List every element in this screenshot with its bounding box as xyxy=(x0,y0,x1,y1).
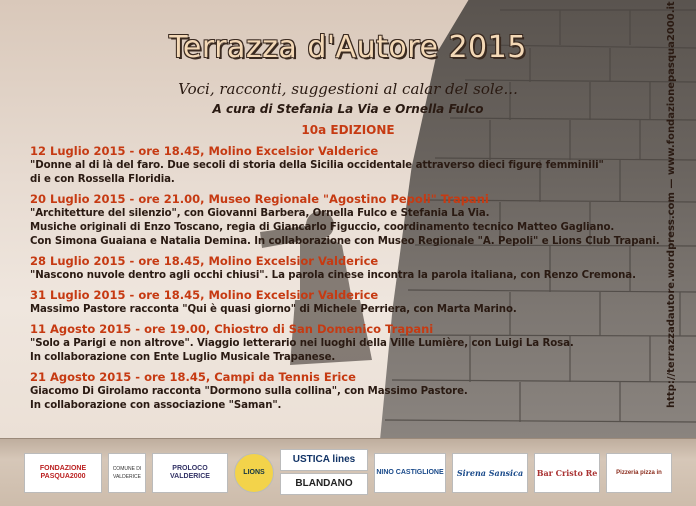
event-line: In collaborazione con Ente Luglio Musicale Trapanese. xyxy=(30,352,336,363)
subtitle: Voci, racconti, suggestioni al calar del sole... xyxy=(178,80,518,98)
sponsor-logo: FONDAZIONE PASQUA2000 xyxy=(24,453,102,493)
event-line: "Architetture del silenzio", con Giovanni Barbera, Ornella Fulco e Stefania La Via. xyxy=(30,208,490,219)
event-date-venue: 20 Luglio 2015 - ore 21.00, Museo Regionale "Agostino Pepoli" Trapani xyxy=(30,192,489,206)
edition-label: 10a EDIZIONE xyxy=(301,123,395,137)
event-line: Con Simona Guaiana e Natalia Demina. In collaborazione con Museo Regionale "A. Pepoli" e Lions Club Trapani. xyxy=(30,236,660,247)
event-line: Musiche originali di Enzo Toscano, regia di Giancarlo Figuccio, coordinamento tecnico Matteo Gagliano. xyxy=(30,222,615,233)
sponsor-logo: PROLOCO VALDERICE xyxy=(152,453,228,493)
event-item xyxy=(30,288,670,317)
event-item xyxy=(30,254,670,283)
events-list xyxy=(30,144,670,418)
page-title: Terrazza d'Autore 2015 xyxy=(169,30,527,65)
event-item xyxy=(30,322,670,365)
event-line: "Donne al di là del faro. Due secoli di storia della Sicilia occidentale attraverso dieci figure femminili" xyxy=(30,160,604,171)
event-date-venue: 21 Agosto 2015 - ore 18.45, Campi da Tennis Erice xyxy=(30,370,356,384)
event-line: "Nascono nuvole dentro agli occhi chiusi". La parola cinese incontra la parola italiana, con Renzo Cremona. xyxy=(30,270,636,281)
event-item xyxy=(30,144,670,187)
sponsor-logo: Sirena Sansica xyxy=(452,453,528,493)
sponsor-bar xyxy=(0,438,696,506)
event-item xyxy=(30,192,670,249)
side-url[interactable]: http://terrazzadautore.wordpress.com — www.fondazionepasqua2000.it xyxy=(666,1,677,408)
event-line: "Solo a Parigi e non altrove". Viaggio letterario nei luoghi della Ville Lumière, con Luigi La Rosa. xyxy=(30,338,574,349)
event-line: In collaborazione con associazione "Saman". xyxy=(30,400,282,411)
event-date-venue: 11 Agosto 2015 - ore 19.00, Chiostro di San Domenico Trapani xyxy=(30,322,434,336)
event-line: Giacomo Di Girolamo racconta "Dormono sulla collina", con Massimo Pastore. xyxy=(30,386,468,397)
sponsor-logo: Pizzeria pizza in xyxy=(606,453,672,493)
event-item xyxy=(30,370,670,413)
event-date-venue: 12 Luglio 2015 - ore 18.45, Molino Excelsior Valderice xyxy=(30,144,379,158)
sponsor-logo: Bar Cristo Re xyxy=(534,453,600,493)
sponsor-logo: BLANDANO xyxy=(280,473,368,495)
event-date-venue: 28 Luglio 2015 - ore 18.45, Molino Excelsior Valderice xyxy=(30,254,379,268)
event-date-venue: 31 Luglio 2015 - ore 18.45, Molino Excelsior Valderice xyxy=(30,288,379,302)
event-line: Massimo Pastore racconta "Qui è quasi giorno" di Michele Perriera, con Marta Marino. xyxy=(30,304,517,315)
event-line: di e con Rossella Floridia. xyxy=(30,174,175,185)
curators-line: A cura di Stefania La Via e Ornella Fulco xyxy=(212,102,484,116)
sponsor-logo: LIONS xyxy=(234,453,274,493)
sponsor-logo: USTICA lines xyxy=(280,449,368,471)
sponsor-logo: COMUNE DI VALDERICE xyxy=(108,453,146,493)
sponsor-logo: NINO CASTIGLIONE xyxy=(374,453,446,493)
